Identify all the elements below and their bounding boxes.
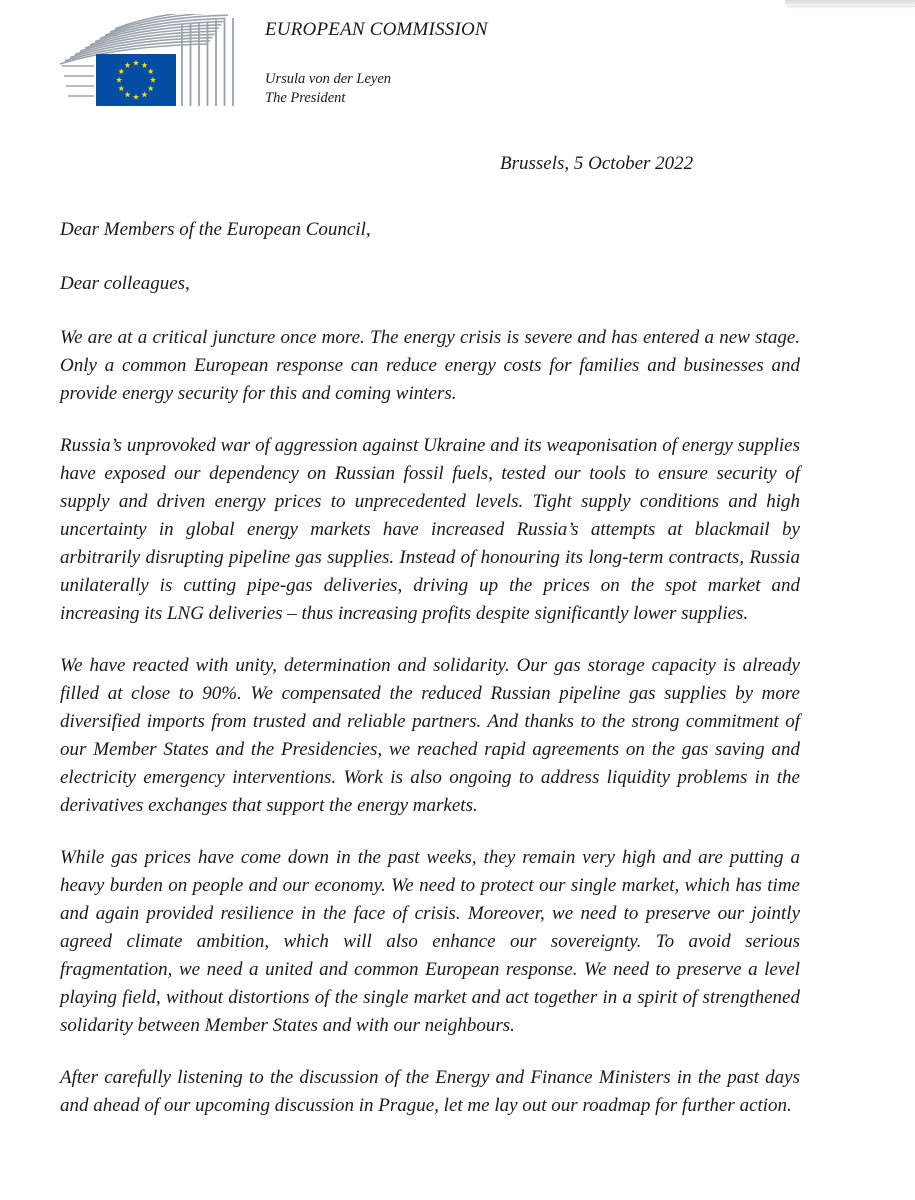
page-corner-shadow — [785, 0, 915, 6]
paragraph: While gas prices have come down in the past weeks, they remain very high and are putting a heavy burden on people and our economy. We need to protect our single market, which has time and again provided resilience in the face of crisis. Moreover, we need to preserve our jointly agreed climate ambition, which will also enhance our sovereignty. To avoid serious fragmentation, we need a united and common European response. We need to preserve a level playing field, without distortions of the single market and act together in a spirit of strengthened solidarity between Member States and with our neighbours. — [60, 847, 800, 1036]
european-commission-logo-icon — [58, 14, 240, 112]
paragraph: Russia’s unprovoked war of aggression against Ukraine and its weaponisation of energy supplies have exposed our dependency on Russian fossil fuels, tested our tools to ensure security of supply and driven energy prices to unprecedented levels. Tight supply conditions and high uncertainty in global energy markets have increased Russia’s attempts at blackmail by arbitrarily disrupting pipeline gas supplies. Instead of honouring its long-term contracts, Russia unilaterally is cutting pipe-gas deliveries, driving up the prices on the spot market and increasing its LNG deliveries – thus increasing profits despite significantly lower supplies. — [60, 435, 800, 624]
signer-name: Ursula von der Leyen — [265, 71, 392, 87]
paragraph: After carefully listening to the discussion of the Energy and Finance Ministers in the past days and ahead of our upcoming discussion in Prague, let me lay out our roadmap for further action. — [60, 1067, 800, 1116]
paragraph: We are at a critical juncture once more. The energy crisis is severe and has entered a new stage. Only a common European response can reduce energy costs for families and businesses and provide energy security for this and coming winters. — [60, 327, 800, 404]
signer-block — [265, 70, 488, 108]
letter-body — [60, 216, 800, 1144]
organization-name: EUROPEAN COMMISSION — [265, 19, 488, 40]
date-line: Brussels, 5 October 2022 — [500, 153, 694, 174]
paragraph: We have reacted with unity, determination and solidarity. Our gas storage capacity is already filled at close to 90%. We compensated the reduced Russian pipeline gas supplies by more diversified imports from trusted and reliable partners. And thanks to the strong commitment of our Member States and the Presidencies, we reached rapid agreements on the gas saving and electricity emergency interventions. Work is also ongoing to address liquidity problems in the derivatives exchanges that support the energy markets. — [60, 655, 800, 816]
salutation-colleagues: Dear colleagues, — [60, 273, 190, 294]
signer-title: The President — [265, 90, 346, 106]
letterhead — [265, 18, 488, 108]
salutation-council: Dear Members of the European Council, — [60, 219, 371, 240]
